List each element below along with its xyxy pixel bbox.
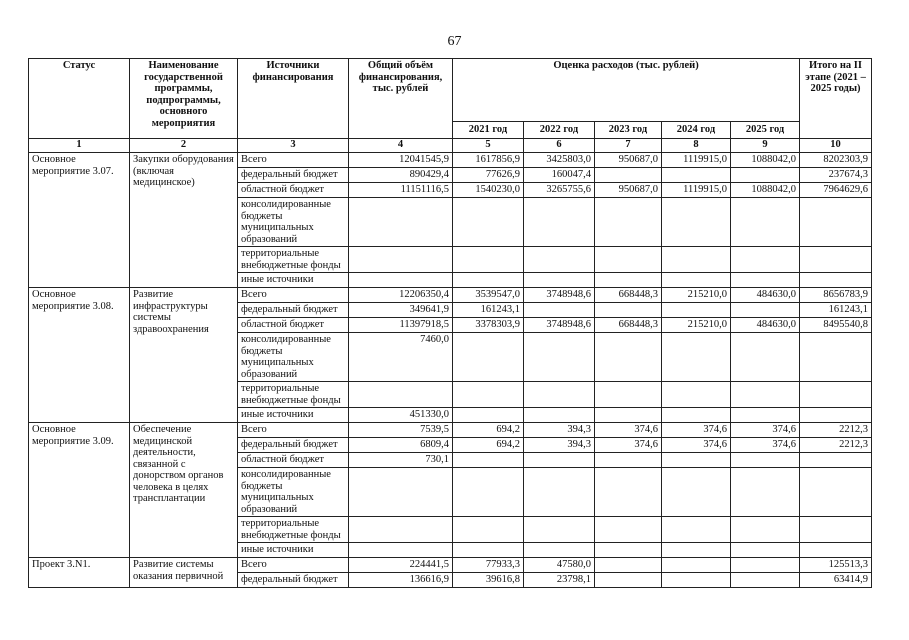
year-value-cell: 1617856,9 — [453, 153, 524, 168]
year-value-cell: 374,6 — [595, 438, 662, 453]
stage-total-cell — [800, 333, 872, 382]
column-index: 1 — [29, 139, 130, 153]
year-value-cell — [524, 198, 595, 247]
year-value-cell: 39616,8 — [453, 573, 524, 588]
column-index: 4 — [349, 139, 453, 153]
header-year: 2021 год — [453, 122, 524, 139]
year-value-cell — [595, 408, 662, 423]
year-value-cell: 160047,4 — [524, 168, 595, 183]
source-cell: областной бюджет — [238, 183, 349, 198]
year-value-cell — [662, 303, 731, 318]
source-cell: Всего — [238, 153, 349, 168]
year-value-cell — [595, 273, 662, 288]
year-value-cell — [731, 168, 800, 183]
year-value-cell — [662, 453, 731, 468]
source-cell: Всего — [238, 288, 349, 303]
year-value-cell — [731, 333, 800, 382]
year-value-cell: 374,6 — [662, 423, 731, 438]
table-row — [29, 558, 872, 573]
year-value-cell — [662, 333, 731, 382]
stage-total-cell: 125513,3 — [800, 558, 872, 573]
year-value-cell — [524, 543, 595, 558]
stage-total-cell — [800, 382, 872, 408]
status-cell: Основное мероприятие 3.08. — [29, 288, 130, 423]
total-cell: 730,1 — [349, 453, 453, 468]
year-value-cell — [524, 273, 595, 288]
total-cell: 6809,4 — [349, 438, 453, 453]
year-value-cell: 1088042,0 — [731, 153, 800, 168]
year-value-cell: 215210,0 — [662, 288, 731, 303]
stage-total-cell — [800, 247, 872, 273]
stage-total-cell — [800, 543, 872, 558]
year-value-cell — [731, 247, 800, 273]
year-value-cell: 3265755,6 — [524, 183, 595, 198]
year-value-cell — [595, 573, 662, 588]
stage-total-cell — [800, 273, 872, 288]
year-value-cell — [524, 408, 595, 423]
year-value-cell: 3748948,6 — [524, 288, 595, 303]
total-cell: 224441,5 — [349, 558, 453, 573]
column-index: 3 — [238, 139, 349, 153]
year-value-cell: 3425803,0 — [524, 153, 595, 168]
source-cell: Всего — [238, 423, 349, 438]
year-value-cell: 161243,1 — [453, 303, 524, 318]
header-name: Наименование государственной программы, подпрограммы, основного мероприятия — [130, 59, 238, 139]
source-cell: консолидированные бюджеты муниципальных образований — [238, 468, 349, 517]
stage-total-cell — [800, 408, 872, 423]
total-cell — [349, 382, 453, 408]
year-value-cell — [453, 382, 524, 408]
column-index-row — [29, 139, 872, 153]
source-cell: федеральный бюджет — [238, 438, 349, 453]
column-index: 5 — [453, 139, 524, 153]
header-sources: Источники финансирования — [238, 59, 349, 139]
year-value-cell — [662, 558, 731, 573]
total-cell: 11397918,5 — [349, 318, 453, 333]
total-cell: 12206350,4 — [349, 288, 453, 303]
year-value-cell: 374,6 — [731, 438, 800, 453]
year-value-cell — [662, 382, 731, 408]
year-value-cell — [453, 453, 524, 468]
year-value-cell: 484630,0 — [731, 288, 800, 303]
year-value-cell — [595, 468, 662, 517]
year-value-cell — [731, 198, 800, 247]
year-value-cell — [731, 303, 800, 318]
year-value-cell: 950687,0 — [595, 153, 662, 168]
table-row — [29, 153, 872, 168]
year-value-cell: 215210,0 — [662, 318, 731, 333]
year-value-cell — [595, 453, 662, 468]
header-year: 2025 год — [731, 122, 800, 139]
year-value-cell: 374,6 — [731, 423, 800, 438]
column-index: 2 — [130, 139, 238, 153]
year-value-cell — [453, 333, 524, 382]
source-cell: областной бюджет — [238, 453, 349, 468]
total-cell: 349641,9 — [349, 303, 453, 318]
year-value-cell: 394,3 — [524, 423, 595, 438]
stage-total-cell — [800, 468, 872, 517]
total-cell: 11151116,5 — [349, 183, 453, 198]
stage-total-cell: 237674,3 — [800, 168, 872, 183]
financing-table — [28, 58, 872, 588]
year-value-cell — [595, 382, 662, 408]
status-cell: Проект 3.N1. — [29, 558, 130, 588]
total-cell — [349, 517, 453, 543]
total-cell — [349, 247, 453, 273]
stage-total-cell: 161243,1 — [800, 303, 872, 318]
year-value-cell — [731, 558, 800, 573]
header-year: 2022 год — [524, 122, 595, 139]
name-cell: Закупки оборудования (включая медицинское) — [130, 153, 238, 288]
year-value-cell: 694,2 — [453, 438, 524, 453]
year-value-cell: 1088042,0 — [731, 183, 800, 198]
year-value-cell — [595, 333, 662, 382]
year-value-cell — [524, 517, 595, 543]
stage-total-cell — [800, 453, 872, 468]
column-index: 6 — [524, 139, 595, 153]
source-cell: консолидированные бюджеты муниципальных образований — [238, 198, 349, 247]
column-index: 10 — [800, 139, 872, 153]
year-value-cell — [595, 558, 662, 573]
total-cell: 136616,9 — [349, 573, 453, 588]
year-value-cell — [731, 543, 800, 558]
year-value-cell: 694,2 — [453, 423, 524, 438]
year-value-cell — [453, 408, 524, 423]
year-value-cell — [453, 517, 524, 543]
year-value-cell: 23798,1 — [524, 573, 595, 588]
stage-total-cell: 8495540,8 — [800, 318, 872, 333]
year-value-cell — [731, 573, 800, 588]
header-status: Статус — [29, 59, 130, 139]
year-value-cell — [524, 247, 595, 273]
year-value-cell — [662, 517, 731, 543]
header-total: Общий объём финансирования, тыс. рублей — [349, 59, 453, 139]
year-value-cell — [662, 168, 731, 183]
year-value-cell — [662, 247, 731, 273]
year-value-cell — [731, 273, 800, 288]
name-cell: Развитие инфраструктуры системы здравоохранения — [130, 288, 238, 423]
year-value-cell — [662, 543, 731, 558]
year-value-cell — [595, 303, 662, 318]
source-cell: иные источники — [238, 273, 349, 288]
source-cell: иные источники — [238, 408, 349, 423]
status-cell: Основное мероприятие 3.09. — [29, 423, 130, 558]
year-value-cell — [453, 543, 524, 558]
year-value-cell — [595, 543, 662, 558]
stage-total-cell: 2212,3 — [800, 423, 872, 438]
stage-total-cell: 63414,9 — [800, 573, 872, 588]
year-value-cell — [731, 517, 800, 543]
year-value-cell: 3748948,6 — [524, 318, 595, 333]
year-value-cell — [453, 273, 524, 288]
year-value-cell — [731, 382, 800, 408]
year-value-cell: 374,6 — [662, 438, 731, 453]
year-value-cell — [595, 198, 662, 247]
year-value-cell — [524, 303, 595, 318]
year-value-cell — [453, 198, 524, 247]
year-value-cell — [662, 273, 731, 288]
source-cell: консолидированные бюджеты муниципальных образований — [238, 333, 349, 382]
year-value-cell: 484630,0 — [731, 318, 800, 333]
year-value-cell: 1119915,0 — [662, 153, 731, 168]
year-value-cell: 394,3 — [524, 438, 595, 453]
year-value-cell — [662, 198, 731, 247]
year-value-cell — [595, 517, 662, 543]
year-value-cell — [731, 453, 800, 468]
stage-total-cell: 8202303,9 — [800, 153, 872, 168]
year-value-cell: 668448,3 — [595, 288, 662, 303]
year-value-cell: 950687,0 — [595, 183, 662, 198]
column-index: 7 — [595, 139, 662, 153]
source-cell: федеральный бюджет — [238, 303, 349, 318]
column-index: 9 — [731, 139, 800, 153]
header-estimate: Оценка расходов (тыс. рублей) — [453, 59, 800, 122]
year-value-cell: 47580,0 — [524, 558, 595, 573]
year-value-cell: 3539547,0 — [453, 288, 524, 303]
year-value-cell: 77933,3 — [453, 558, 524, 573]
year-value-cell: 77626,9 — [453, 168, 524, 183]
total-cell — [349, 198, 453, 247]
year-value-cell — [731, 468, 800, 517]
year-value-cell — [595, 168, 662, 183]
source-cell: территориальные внебюджетные фонды — [238, 382, 349, 408]
year-value-cell — [731, 408, 800, 423]
source-cell: территориальные внебюджетные фонды — [238, 517, 349, 543]
year-value-cell — [662, 468, 731, 517]
total-cell — [349, 273, 453, 288]
year-value-cell — [595, 247, 662, 273]
page-number: 67 — [447, 34, 462, 49]
total-cell — [349, 543, 453, 558]
year-value-cell: 1119915,0 — [662, 183, 731, 198]
status-cell: Основное мероприятие 3.07. — [29, 153, 130, 288]
year-value-cell — [524, 382, 595, 408]
header-year: 2023 год — [595, 122, 662, 139]
year-value-cell: 374,6 — [595, 423, 662, 438]
column-index: 8 — [662, 139, 731, 153]
year-value-cell — [524, 453, 595, 468]
name-cell: Обеспечение медицинской деятельности, связанной с донорством органов человека в целях трансплантации — [130, 423, 238, 558]
stage-total-cell: 7964629,6 — [800, 183, 872, 198]
total-cell — [349, 468, 453, 517]
year-value-cell — [524, 468, 595, 517]
table-row — [29, 423, 872, 438]
year-value-cell: 1540230,0 — [453, 183, 524, 198]
stage-total-cell: 2212,3 — [800, 438, 872, 453]
source-cell: федеральный бюджет — [238, 168, 349, 183]
stage-total-cell — [800, 198, 872, 247]
total-cell: 890429,4 — [349, 168, 453, 183]
year-value-cell: 668448,3 — [595, 318, 662, 333]
table-row — [29, 288, 872, 303]
total-cell: 451330,0 — [349, 408, 453, 423]
total-cell: 7539,5 — [349, 423, 453, 438]
year-value-cell — [662, 573, 731, 588]
source-cell: территориальные внебюджетные фонды — [238, 247, 349, 273]
header-stage-total: Итого на II этапе (2021 – 2025 годы) — [800, 59, 872, 139]
year-value-cell — [524, 333, 595, 382]
year-value-cell: 3378303,9 — [453, 318, 524, 333]
source-cell: федеральный бюджет — [238, 573, 349, 588]
name-cell: Развитие системы оказания первичной — [130, 558, 238, 588]
stage-total-cell — [800, 517, 872, 543]
source-cell: областной бюджет — [238, 318, 349, 333]
source-cell: Всего — [238, 558, 349, 573]
total-cell: 7460,0 — [349, 333, 453, 382]
year-value-cell — [453, 468, 524, 517]
header-year: 2024 год — [662, 122, 731, 139]
source-cell: иные источники — [238, 543, 349, 558]
total-cell: 12041545,9 — [349, 153, 453, 168]
year-value-cell — [453, 247, 524, 273]
stage-total-cell: 8656783,9 — [800, 288, 872, 303]
year-value-cell — [662, 408, 731, 423]
